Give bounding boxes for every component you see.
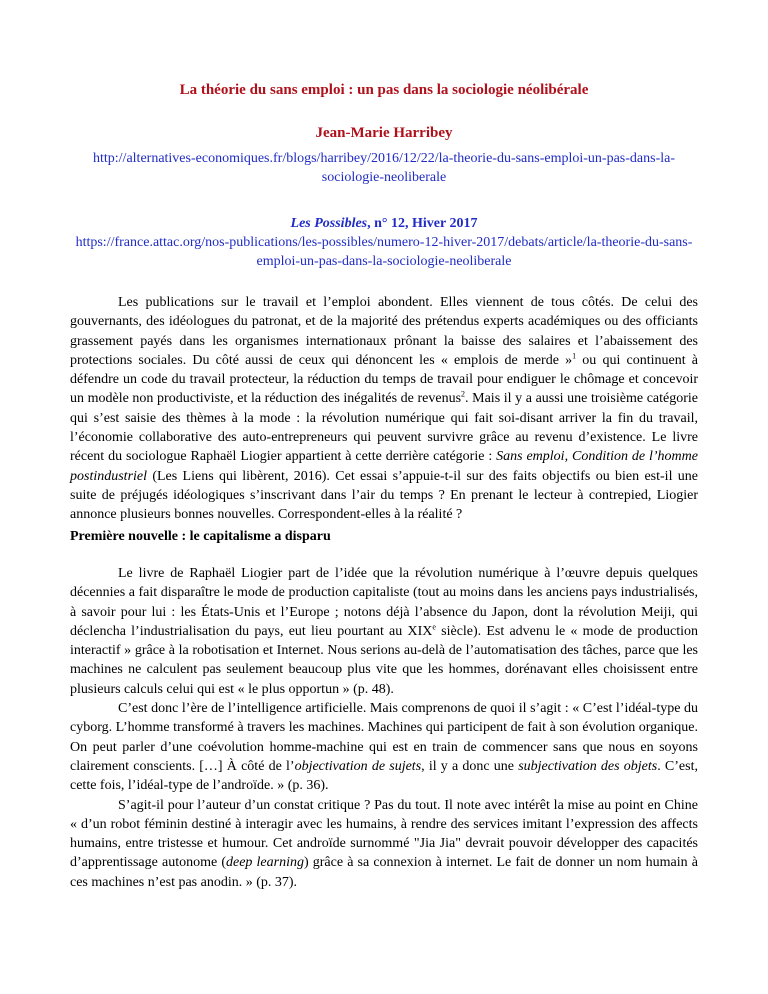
section-heading: Première nouvelle : le capitalisme a disparu [70,529,331,544]
para2-text-c: . C’est, cette fois, l’idéal-type de l’androïde. » (p. 36). [70,758,698,794]
footnote-ref-1[interactable]: 1 [572,351,577,361]
para3-text-b: ) grâce à sa connexion à internet. Le fait de donner un nom humain à ces machines n’est pas anodin. » (p. 37). [70,855,698,890]
intro-text-4: (Les Liens qui libèrent, 2016). Cet essai s’appuie-t-il sur des faits objectifs ou bien est-il une suite de préjugés idéologiques s’inscrivant dans l’air du temps ? En prenant le lecteur à contrepied, Liogier annonce plusieurs bonnes nouvelles. Correspondent-elles à la réalité ? [70,468,698,523]
author-name: Jean-Marie Harribey [315,125,453,141]
journal-reference [70,214,698,233]
intro-text-1: Les publications sur le travail et l’emploi abondent. Elles viennent de tous côtés. De celui des gouvernants, des idéologues du patronat, et de la majorité des prétendus experts académiques ou des officiants grassement payés dans les organismes internationaux prônant la baisse des salaires et l’abaissement des protections sociales. Du côté aussi de ceux qui dénoncent les « emplois de merde » [70,295,698,368]
intro-text-3: . Mais il y a aussi une troisième catégorie qui s’est saisie des thèmes à la mode : la révolution numérique qui fait soi-disant arriver la fin du travail, l’économie collaborative des auto-entrepreneurs qui peuvent survivre grâce au revenu d’existence. Le livre récent du sociologue Raphaël Liogier appartient à cette derrière catégorie : [70,391,698,465]
blog-url-link[interactable]: http://alternatives-economiques.fr/blogs/harribey/2016/12/22/la-theorie-du-sans-emploi-un-pas-dans-la-sociologie-neoliberale [93,151,675,185]
footnote-ref-2[interactable]: 2 [461,389,466,399]
century-superscript: e [432,622,436,632]
para2-italic-1: objectivation de sujets [294,758,422,774]
para1-text-b: siècle). Est advenu le « mode de production interactif » grâce à la robotisation et Internet. Nous serions au-delà de l’automatisation des tâches, parce que les machines ne calculent pas seulement beaucoup plus vite que les hommes, dorénavant elles choisissent entre plusieurs calculs celui qui est « le plus opportun » (p. 48). [70,623,698,697]
paragraph [70,699,698,795]
journal-name: Les Possibles [290,216,368,231]
book-title: Sans emploi, Condition de l’homme postindustriel [70,449,698,484]
article-title: La théorie du sans emploi : un pas dans la sociologie néolibérale [179,82,589,98]
para3-text-a: S’agit-il pour l’auteur d’un constat critique ? Pas du tout. Il note avec intérêt la mise au point en Chine « d’un robot féminin destiné à interagir avec les humains, à rendre des services imitant l’expression des affects humains, entre tristesse et humour. Cet androïde surnommé "Jia Jia" devrait pouvoir développer des capacités d’apprentissage autonome ( [70,797,698,871]
intro-paragraph [70,293,698,525]
intro-text-2: ou qui continuent à défendre un code du travail protecteur, la réduction du temps de travail pour endiguer le chômage et concevoir un modèle non productiviste, et la réduction des inégalités de revenus [70,352,699,407]
paragraph [70,796,698,892]
para2-text-a: C’est donc l’ère de l’intelligence artificielle. Mais comprenons de quoi il s’agit : « C’est l’idéal-type du cyborg. L’homme transformé à travers les machines. Machines qui participent de fait à son évolution organique. On peut parler d’une coévolution homme-machine qui est en train de commencer sans que nous en soyons clairement conscients. […] À côté de l’ [70,701,698,774]
journal-url-link[interactable]: https://france.attac.org/nos-publications/les-possibles/numero-12-hiver-2017/debats/article/la-theorie-du-sans-emploi-un-pas-dans-la-sociologie-neoliberale [75,235,693,269]
source-block [70,214,698,271]
paragraph [70,564,698,699]
para2-italic-2: subjectivation des objets [518,758,658,774]
section-body [70,564,698,892]
journal-issue: , n° 12, Hiver 2017 [367,216,478,231]
para2-text-b: , il y a donc une [421,758,519,774]
para1-text-a: Le livre de Raphaël Liogier part de l’idée que la révolution numérique à l’œuvre depuis quelques décennies a fait disparaître le mode de production capitaliste (tout au moins dans les anciens pays industrialisés, à savoir pour lui : les États-Unis et l’Europe ; notons déjà l’absence du Japon, dont la révolution Meiji, qui déclencha l’industrialisation du pays, eut lieu pourtant au XIX [70,566,698,639]
para3-italic: deep learning [225,855,304,871]
